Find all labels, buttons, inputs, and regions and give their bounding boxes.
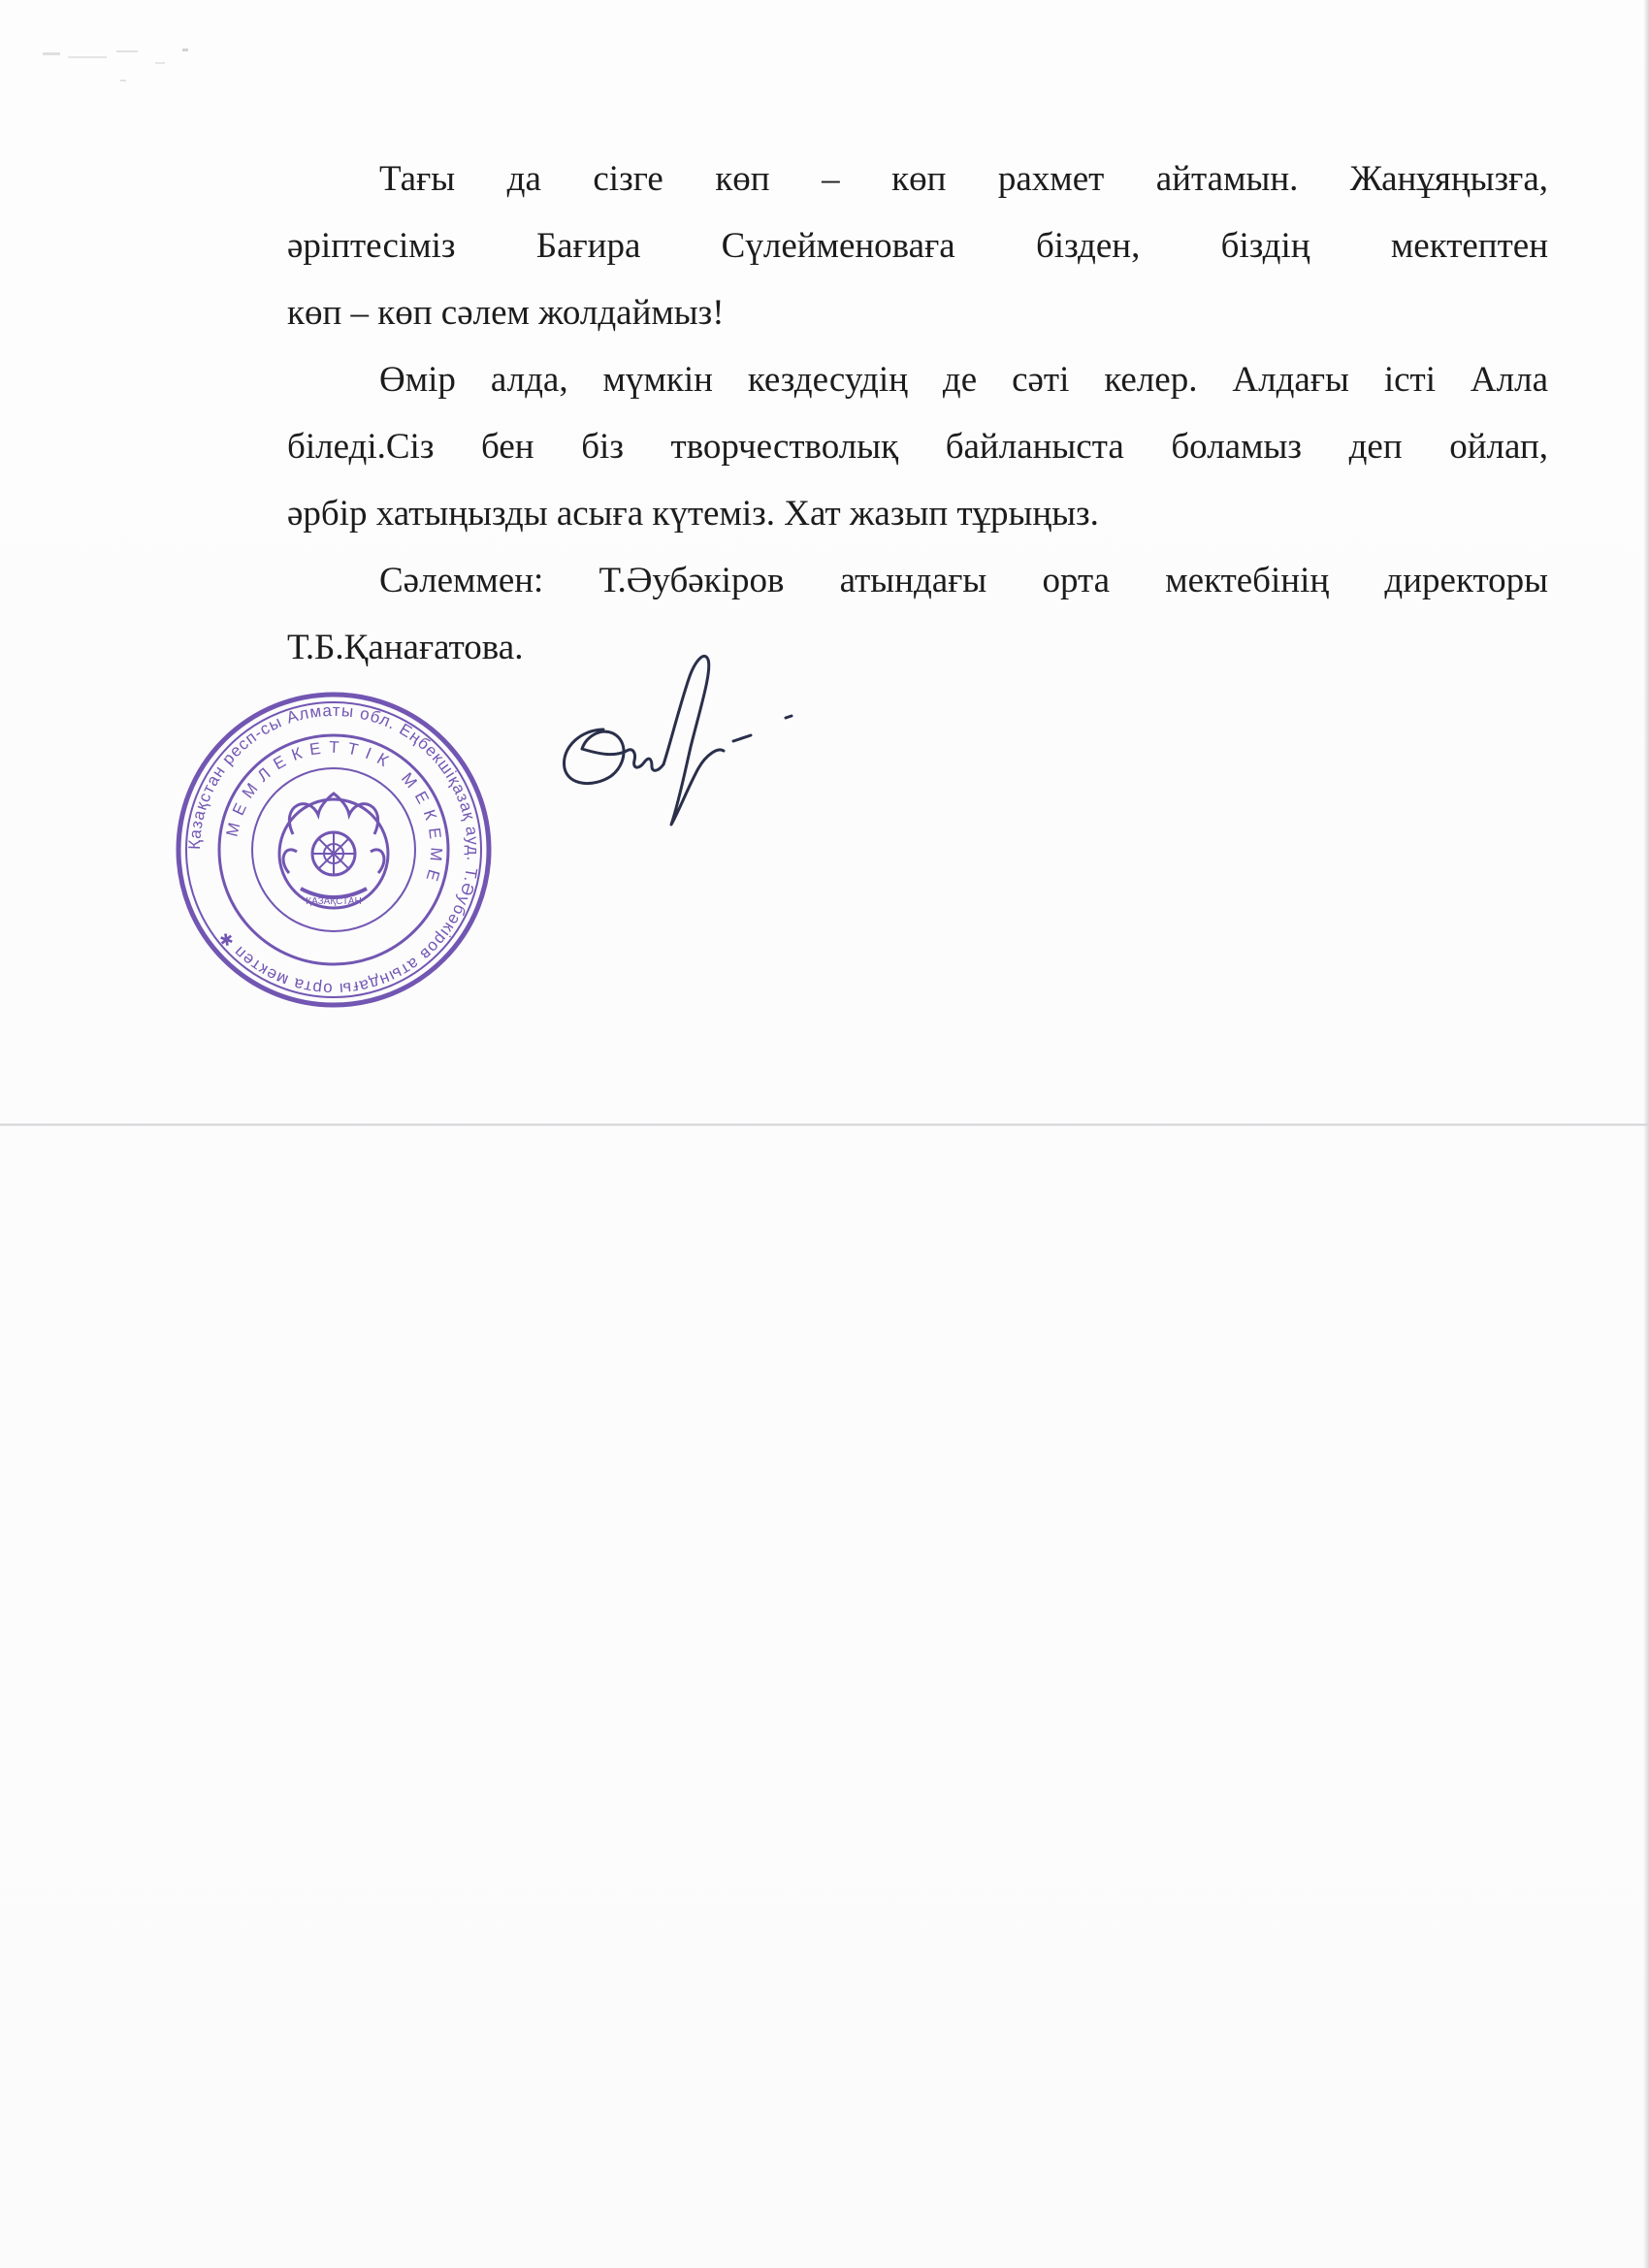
svg-text:Қазақстан респ-сы Алматы обл.: Қазақстан респ-сы Алматы обл. Еңбекшіқазақ ауд. Т.Әубәкіров атындағы орта мектеп ✱: [184, 700, 483, 999]
svg-text:ҚАЗАҚСТАН: ҚАЗАҚСТАН: [306, 896, 362, 907]
paragraph-future-line-2: біледі.Сіз бен біз творчестволық байланыста боламыз деп ойлап,: [287, 427, 1548, 467]
state-emblem: [279, 794, 388, 908]
scan-specks: [39, 29, 233, 107]
paragraph-thanks-line-2: әріптесіміз Бағира Сүлейменоваға бізден, біздің мектептен: [287, 226, 1548, 266]
director-signature: [543, 640, 824, 834]
paragraph-future-line-1: Өмір алда, мүмкін кездесудің де сәті келер. Алдағы істі Алла: [379, 360, 1548, 400]
letter-body: [287, 146, 1548, 681]
paper-fold-line: [0, 1123, 1649, 1126]
paragraph-thanks-line-1: Тағы да сізге көп – көп рахмет айтамын. Жанұяңызға,: [379, 159, 1548, 199]
closing-line-2: Т.Б.Қанағатова.: [287, 628, 524, 667]
scan-edge: [1643, 0, 1649, 2268]
svg-text:МЕМЛЕКЕТТІК МЕКЕМЕ: МЕМЛЕКЕТТІК МЕКЕМЕ: [222, 737, 446, 891]
closing-line-1: Сәлеммен: Т.Әубәкіров атындағы орта мектебінің директоры: [379, 561, 1548, 600]
paragraph-thanks-line-3: көп – көп сәлем жолдаймыз!: [287, 293, 725, 333]
official-stamp: [173, 689, 495, 1011]
paragraph-future-line-3: әрбір хатыңызды асыға күтеміз. Хат жазып тұрыңыз.: [287, 494, 1099, 534]
